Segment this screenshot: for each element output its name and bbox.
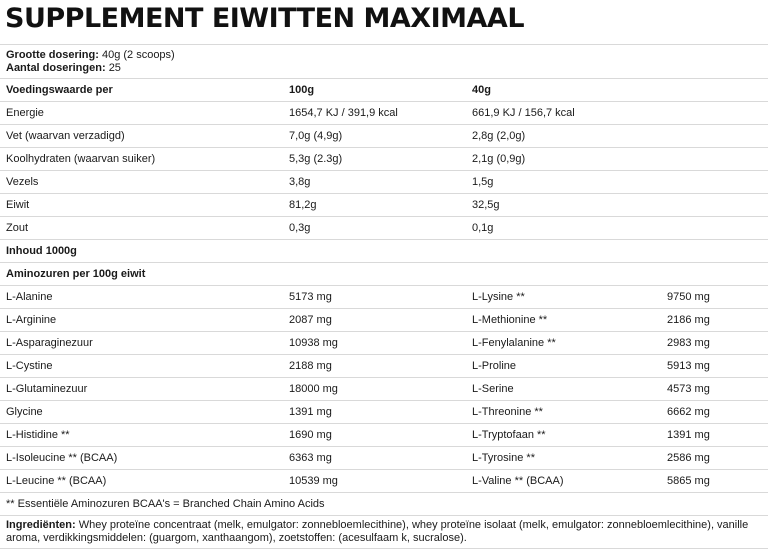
table-row	[0, 125, 768, 148]
ingredients-label: Ingrediënten:	[6, 519, 76, 531]
nutrient-100g: 81,2g	[283, 194, 466, 217]
nutrient-40g: 1,5g	[466, 171, 768, 194]
footnote-row	[0, 493, 768, 516]
nutrient-name: Vezels	[0, 171, 283, 194]
nutrient-40g: 661,9 KJ / 156,7 kcal	[466, 102, 768, 125]
amino-name-left: Glycine	[0, 401, 283, 424]
nutrient-100g: 0,3g	[283, 217, 466, 240]
content-row	[0, 240, 768, 263]
amino-value-left: 2188 mg	[283, 355, 466, 378]
amino-value-left: 6363 mg	[283, 447, 466, 470]
content-label: Inhoud 1000g	[0, 240, 768, 263]
amino-name-left: L-Leucine ** (BCAA)	[0, 470, 283, 493]
servings-count-value: 25	[108, 62, 121, 74]
amino-value-right: 6662 mg	[661, 401, 768, 424]
amino-value-right: 9750 mg	[661, 286, 768, 309]
nutrition-header-100g: 100g	[283, 79, 466, 102]
nutrition-table	[0, 79, 768, 549]
ingredients-text: Whey proteïne concentraat (melk, emulgator: zonnebloemlecithine), whey proteïne isolaat (melk, emulgator: zonnebloemlecithine), vanille aroma, verdikkingsmiddelen: (guargom, xanthaangom), zoetstoffen: (acesulfaam k, sucralose).	[6, 519, 749, 544]
servings-count-label: Aantal doseringen:	[6, 62, 106, 74]
nutrient-100g: 1654,7 KJ / 391,9 kcal	[283, 102, 466, 125]
amino-name-left: L-Isoleucine ** (BCAA)	[0, 447, 283, 470]
table-row	[0, 286, 768, 309]
amino-header-row	[0, 263, 768, 286]
amino-name-right: L-Threonine **	[466, 401, 661, 424]
nutrient-40g: 32,5g	[466, 194, 768, 217]
nutrient-40g: 2,8g (2,0g)	[466, 125, 768, 148]
nutrition-header-label: Voedingswaarde per	[0, 79, 283, 102]
amino-value-right: 5913 mg	[661, 355, 768, 378]
amino-header: Aminozuren per 100g eiwit	[0, 263, 768, 286]
table-row	[0, 424, 768, 447]
amino-value-left: 5173 mg	[283, 286, 466, 309]
amino-value-right: 2586 mg	[661, 447, 768, 470]
nutrient-name: Eiwit	[0, 194, 283, 217]
nutrition-header-row	[0, 79, 768, 102]
amino-value-right: 5865 mg	[661, 470, 768, 493]
serving-size-label: Grootte dosering:	[6, 49, 99, 61]
amino-value-left: 1391 mg	[283, 401, 466, 424]
ingredients-row	[0, 516, 768, 549]
amino-name-left: L-Glutaminezuur	[0, 378, 283, 401]
nutrient-40g: 2,1g (0,9g)	[466, 148, 768, 171]
amino-name-left: L-Arginine	[0, 309, 283, 332]
table-row	[0, 378, 768, 401]
table-row	[0, 447, 768, 470]
nutrition-header-40g: 40g	[466, 79, 768, 102]
amino-name-right: L-Lysine **	[466, 286, 661, 309]
amino-value-right: 4573 mg	[661, 378, 768, 401]
amino-value-left: 2087 mg	[283, 309, 466, 332]
table-row	[0, 470, 768, 493]
table-row	[0, 194, 768, 217]
amino-value-left: 1690 mg	[283, 424, 466, 447]
table-row	[0, 309, 768, 332]
amino-name-left: L-Alanine	[0, 286, 283, 309]
page-title: SUPPLEMENT EIWITTEN MAXIMAAL	[5, 3, 525, 34]
amino-value-right: 2186 mg	[661, 309, 768, 332]
amino-value-right: 1391 mg	[661, 424, 768, 447]
table-row	[0, 217, 768, 240]
nutrition-facts-panel	[0, 44, 768, 549]
dosage-info	[0, 45, 768, 79]
nutrient-name: Zout	[0, 217, 283, 240]
amino-value-right: 2983 mg	[661, 332, 768, 355]
table-row	[0, 102, 768, 125]
nutrient-100g: 5,3g (2.3g)	[283, 148, 466, 171]
serving-size-value: 40g (2 scoops)	[101, 49, 175, 61]
table-row	[0, 171, 768, 194]
amino-name-left: L-Cystine	[0, 355, 283, 378]
amino-name-left: L-Asparaginezuur	[0, 332, 283, 355]
table-row	[0, 355, 768, 378]
amino-value-left: 10539 mg	[283, 470, 466, 493]
amino-name-right: L-Valine ** (BCAA)	[466, 470, 661, 493]
amino-name-right: L-Methionine **	[466, 309, 661, 332]
nutrient-100g: 7,0g (4,9g)	[283, 125, 466, 148]
amino-name-right: L-Tryptofaan **	[466, 424, 661, 447]
amino-name-right: L-Tyrosine **	[466, 447, 661, 470]
nutrient-name: Energie	[0, 102, 283, 125]
amino-name-right: L-Serine	[466, 378, 661, 401]
amino-footnote: ** Essentiële Aminozuren BCAA's = Branched Chain Amino Acids	[0, 493, 768, 516]
ingredients	[0, 516, 768, 549]
amino-value-left: 10938 mg	[283, 332, 466, 355]
nutrient-40g: 0,1g	[466, 217, 768, 240]
amino-name-left: L-Histidine **	[0, 424, 283, 447]
amino-name-right: L-Fenylalanine **	[466, 332, 661, 355]
table-row	[0, 148, 768, 171]
nutrient-100g: 3,8g	[283, 171, 466, 194]
table-row	[0, 332, 768, 355]
amino-value-left: 18000 mg	[283, 378, 466, 401]
nutrient-name: Vet (waarvan verzadigd)	[0, 125, 283, 148]
table-row	[0, 401, 768, 424]
nutrient-name: Koolhydraten (waarvan suiker)	[0, 148, 283, 171]
amino-name-right: L-Proline	[466, 355, 661, 378]
